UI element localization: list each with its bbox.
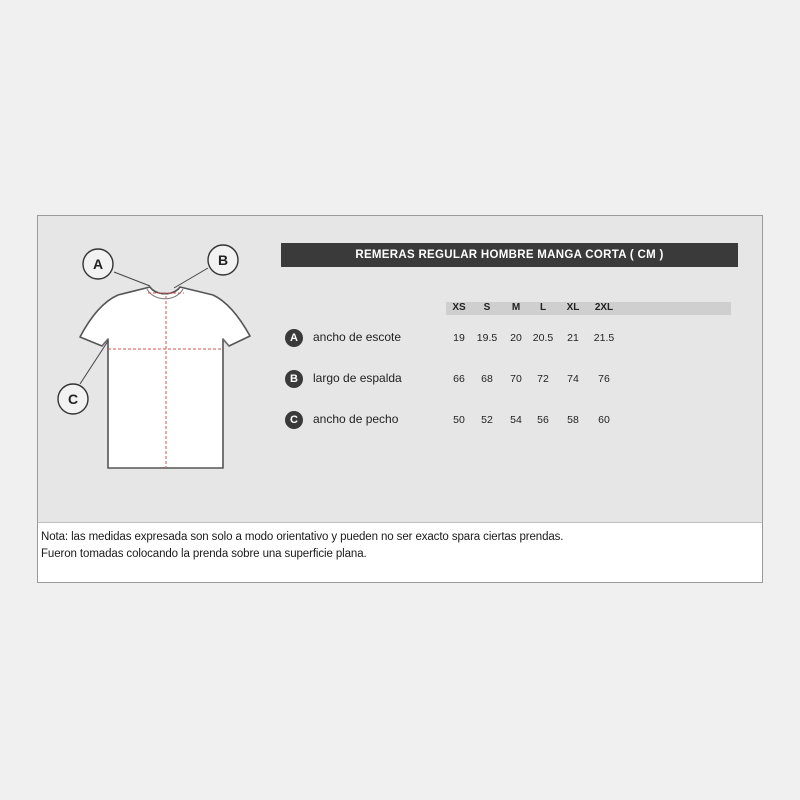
row-b-xl: 74 [567, 373, 579, 385]
row-c-xl: 58 [567, 414, 579, 426]
note-line-1: Nota: las medidas expresada son solo a modo orientativo y pueden no ser exacto spara ciertas prendas. [41, 531, 564, 543]
row-c-label: ancho de pecho [313, 412, 399, 426]
row-a-l: 20.5 [532, 332, 554, 344]
row-c-m: 54 [510, 414, 522, 426]
row-a-badge: A [285, 329, 303, 347]
row-c-badge: C [285, 411, 303, 429]
size-l: L [539, 302, 547, 313]
callout-b-label: B [217, 252, 229, 268]
row-c-s: 52 [481, 414, 493, 426]
row-b-2xl: 76 [598, 373, 610, 385]
row-a-m: 20 [510, 332, 522, 344]
row-a-xl: 21 [567, 332, 579, 344]
row-a-2xl: 21.5 [593, 332, 615, 344]
tshirt-diagram [38, 216, 278, 516]
row-a-xs: 19 [453, 332, 465, 344]
row-b-xs: 66 [453, 373, 465, 385]
size-xl: XL [566, 302, 580, 313]
row-c-2xl: 60 [598, 414, 610, 426]
callout-a-label: A [92, 256, 104, 272]
row-a-s: 19.5 [476, 332, 498, 344]
note-line-2: Fueron tomadas colocando la prenda sobre una superficie plana. [41, 548, 367, 560]
row-b-badge: B [285, 370, 303, 388]
row-b-l: 72 [537, 373, 549, 385]
row-b-s: 68 [481, 373, 493, 385]
size-2xl: 2XL [594, 302, 614, 313]
row-a-label: ancho de escote [313, 330, 402, 344]
row-c-l: 56 [537, 414, 549, 426]
callout-c-label: C [67, 391, 79, 407]
row-c-xs: 50 [453, 414, 465, 426]
size-s: S [483, 302, 491, 313]
size-xs: XS [452, 302, 466, 313]
chart-title: REMERAS REGULAR HOMBRE MANGA CORTA ( CM ) [281, 243, 738, 267]
size-chart-card [37, 215, 763, 583]
size-m: M [511, 302, 521, 313]
row-b-label: largo de espalda [313, 371, 402, 385]
row-b-m: 70 [510, 373, 522, 385]
tshirt-outline [80, 287, 250, 468]
